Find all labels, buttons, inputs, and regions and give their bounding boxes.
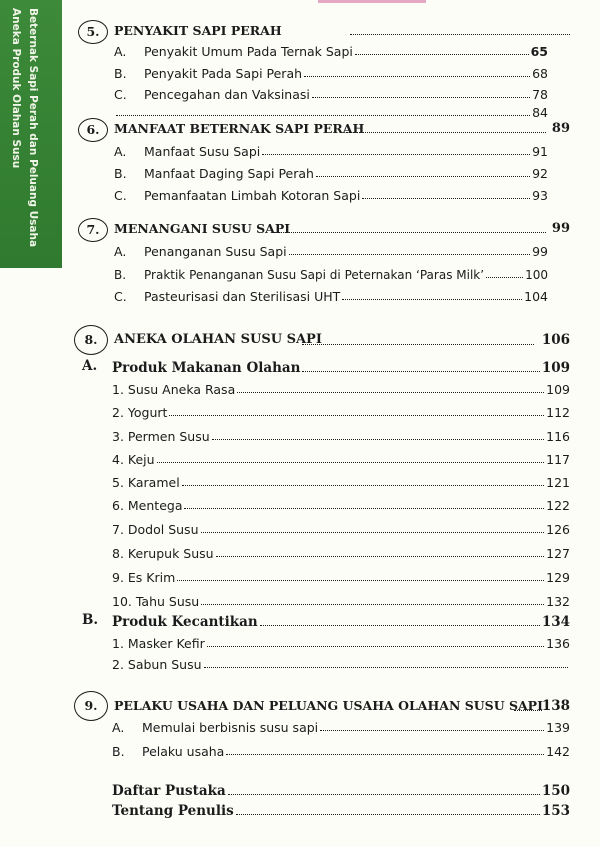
- entry-page: 109: [546, 382, 570, 397]
- toc-entry[interactable]: [114, 61, 548, 81]
- toc-entry[interactable]: [114, 82, 548, 102]
- toc-entry[interactable]: [114, 39, 548, 59]
- toc-back-matter[interactable]: [112, 779, 570, 799]
- leader-dots: [514, 710, 542, 711]
- entry-label: Tentang Penulis: [112, 803, 234, 819]
- chapter-number: 5.: [78, 20, 108, 44]
- leader-dots: [236, 814, 540, 815]
- entry-label: Praktik Penanganan Susu Sapi di Peternakan ‘Paras Milk’: [144, 268, 485, 282]
- entry-letter: C.: [114, 188, 127, 203]
- entry-page: 126: [546, 522, 570, 537]
- leader-dots: [237, 392, 544, 393]
- entry-label: Daftar Pustaka: [112, 783, 226, 799]
- leader-dots: [201, 532, 545, 533]
- entry-label: 2. Yogurt: [112, 405, 168, 420]
- toc-section[interactable]: [112, 356, 570, 376]
- top-color-mark: [318, 0, 426, 3]
- leader-dots: [260, 625, 540, 626]
- leader-dots: [274, 232, 546, 233]
- chapter-title: MANFAAT BETERNAK SAPI PERAH: [114, 121, 365, 136]
- toc-entry[interactable]: [112, 470, 570, 490]
- leader-dots: [486, 277, 523, 278]
- chapter-page: 106: [541, 332, 570, 348]
- entry-page: 112: [546, 405, 570, 420]
- toc-entry[interactable]: [112, 493, 570, 513]
- entry-label: 9. Es Krim: [112, 570, 176, 585]
- chapter-title: ANEKA OLAHAN SUSU SAPI: [114, 332, 322, 347]
- entry-label: Manfaat Susu Sapi: [144, 144, 261, 159]
- toc-entry[interactable]: [112, 715, 570, 735]
- sidebar-book-title: [7, 8, 41, 258]
- entry-page: 127: [546, 546, 570, 561]
- toc-entry[interactable]: [114, 161, 548, 181]
- entry-label: Pencegahan dan Vaksinasi: [144, 87, 310, 102]
- toc-entry[interactable]: [112, 517, 570, 537]
- leader-dots: [169, 415, 544, 416]
- toc-entry[interactable]: [114, 239, 548, 259]
- entry-page: 132: [546, 594, 570, 609]
- leader-dots: [304, 76, 530, 77]
- section-page: 134: [541, 614, 570, 630]
- toc-entry[interactable]: [112, 541, 570, 561]
- entry-label: Pelaku usaha: [142, 744, 225, 759]
- entry-label: 1. Masker Kefir: [112, 636, 205, 651]
- entry-letter: B.: [112, 744, 125, 759]
- chapter-heading[interactable]: [74, 328, 570, 352]
- leader-dots: [207, 646, 544, 647]
- toc-entry[interactable]: [114, 183, 548, 203]
- entry-label: 7. Dodol Susu: [112, 522, 199, 537]
- leader-dots: [362, 198, 530, 199]
- entry-label: 1. Susu Aneka Rasa: [112, 382, 236, 397]
- entry-page: 116: [546, 429, 570, 444]
- toc-entry[interactable]: [112, 739, 570, 759]
- leader-dots: [262, 154, 530, 155]
- toc-entry[interactable]: [112, 631, 570, 651]
- chapter-number: 6.: [78, 118, 108, 142]
- chapter-page: 89: [551, 121, 570, 136]
- entry-letter: C.: [114, 289, 127, 304]
- entry-label: Memulai berbisnis susu sapi: [142, 720, 319, 735]
- entry-page: 65: [530, 44, 548, 59]
- leader-dots: [228, 794, 540, 795]
- chapter-title: PELAKU USAHA DAN PELUANG USAHA OLAHAN SUSU SAPI: [114, 698, 543, 713]
- entry-letter: A.: [114, 144, 127, 159]
- entry-page: 92: [532, 166, 548, 181]
- entry-page: 129: [546, 570, 570, 585]
- toc-entry[interactable]: [112, 652, 570, 672]
- chapter-title: MENANGANI SUSU SAPI: [114, 221, 291, 236]
- entry-page: 139: [546, 720, 570, 735]
- section-letter: A.: [82, 358, 98, 374]
- toc-entry[interactable]: [114, 284, 548, 304]
- toc-entry[interactable]: [112, 447, 570, 467]
- entry-letter: A.: [112, 720, 125, 735]
- leader-dots: [216, 556, 545, 557]
- entry-page: 117: [546, 452, 570, 467]
- entry-label: 3. Permen Susu: [112, 429, 210, 444]
- leader-dots: [177, 580, 544, 581]
- entry-label: 8. Kerupuk Susu: [112, 546, 214, 561]
- leader-dots: [320, 730, 544, 731]
- leader-dots: [316, 176, 530, 177]
- chapter-title: PENYAKIT SAPI PERAH: [114, 23, 282, 38]
- entry-page: 68: [532, 66, 548, 81]
- toc-entry[interactable]: [112, 589, 570, 609]
- toc-entry[interactable]: [112, 424, 570, 444]
- chapter-number: 9.: [74, 691, 108, 721]
- leader-dots: [182, 485, 544, 486]
- leader-dots: [226, 754, 544, 755]
- section-title: Produk Kecantikan: [112, 614, 258, 630]
- leader-dots: [157, 462, 545, 463]
- entry-page: 84: [532, 105, 548, 120]
- toc-entry[interactable]: [114, 262, 548, 282]
- entry-label: 6. Mentega: [112, 498, 183, 513]
- entry-label: Penanganan Susu Sapi: [144, 244, 287, 259]
- entry-page: 100: [525, 268, 548, 282]
- leader-dots: [302, 371, 539, 372]
- section-title: Produk Makanan Olahan: [112, 360, 301, 376]
- entry-letter: B.: [114, 166, 127, 181]
- leader-dots: [346, 132, 546, 133]
- leader-dots: [116, 115, 530, 116]
- leader-dots: [184, 508, 544, 509]
- toc-entry[interactable]: [114, 139, 548, 159]
- entry-page: 142: [546, 744, 570, 759]
- entry-page: 136: [546, 636, 570, 651]
- entry-page: 153: [541, 803, 570, 819]
- entry-page: 104: [524, 289, 548, 304]
- leader-dots: [201, 604, 544, 605]
- entry-page: 78: [532, 87, 548, 102]
- sidebar-tab: [0, 0, 62, 268]
- chapter-page: 138: [541, 698, 570, 714]
- toc-section[interactable]: [112, 610, 570, 630]
- section-page: 109: [541, 360, 570, 376]
- entry-label: 4. Keju: [112, 452, 155, 467]
- entry-letter: C.: [114, 87, 127, 102]
- entry-label: Penyakit Umum Pada Ternak Sapi: [144, 44, 353, 59]
- chapter-number: 8.: [74, 325, 108, 355]
- chapter-page: 99: [551, 221, 570, 236]
- leader-dots: [355, 54, 529, 55]
- entry-letter: A.: [114, 44, 127, 59]
- entry-label: 5. Karamel: [112, 475, 180, 490]
- leader-dots: [350, 34, 570, 35]
- toc-entry[interactable]: [112, 565, 570, 585]
- entry-page: 99: [532, 244, 548, 259]
- sidebar-title-line-2: Aneka Produk Olahan Susu: [10, 8, 22, 169]
- leader-dots: [204, 667, 568, 668]
- entry-page: 93: [532, 188, 548, 203]
- leader-dots: [212, 439, 544, 440]
- entry-page: 122: [546, 498, 570, 513]
- entry-label: 2. Sabun Susu: [112, 657, 202, 672]
- entry-page: 91: [532, 144, 548, 159]
- leader-dots: [312, 97, 530, 98]
- chapter-number: 7.: [78, 218, 108, 242]
- section-letter: B.: [82, 612, 99, 628]
- entry-label: Manfaat Daging Sapi Perah: [144, 166, 314, 181]
- entry-label: Pemanfaatan Limbah Kotoran Sapi: [144, 188, 361, 203]
- entry-label: 10. Tahu Susu: [112, 594, 200, 609]
- leader-dots: [302, 344, 534, 345]
- entry-label: Penyakit Pada Sapi Perah: [144, 66, 303, 81]
- toc-entry[interactable]: [112, 400, 570, 420]
- entry-letter: B.: [114, 268, 127, 282]
- entry-page: 121: [546, 475, 570, 490]
- entry-letter: B.: [114, 66, 127, 81]
- leader-dots: [342, 299, 522, 300]
- sidebar-title-line-1: Beternak Sapi Perah dan Peluang Usaha: [27, 8, 39, 248]
- toc-entry[interactable]: [112, 377, 570, 397]
- entry-label: Pasteurisasi dan Sterilisasi UHT: [144, 289, 341, 304]
- entry-letter: A.: [114, 244, 127, 259]
- leader-dots: [289, 254, 530, 255]
- toc-entry[interactable]: [114, 100, 548, 120]
- toc-back-matter[interactable]: [112, 799, 570, 819]
- entry-page: 150: [541, 783, 570, 799]
